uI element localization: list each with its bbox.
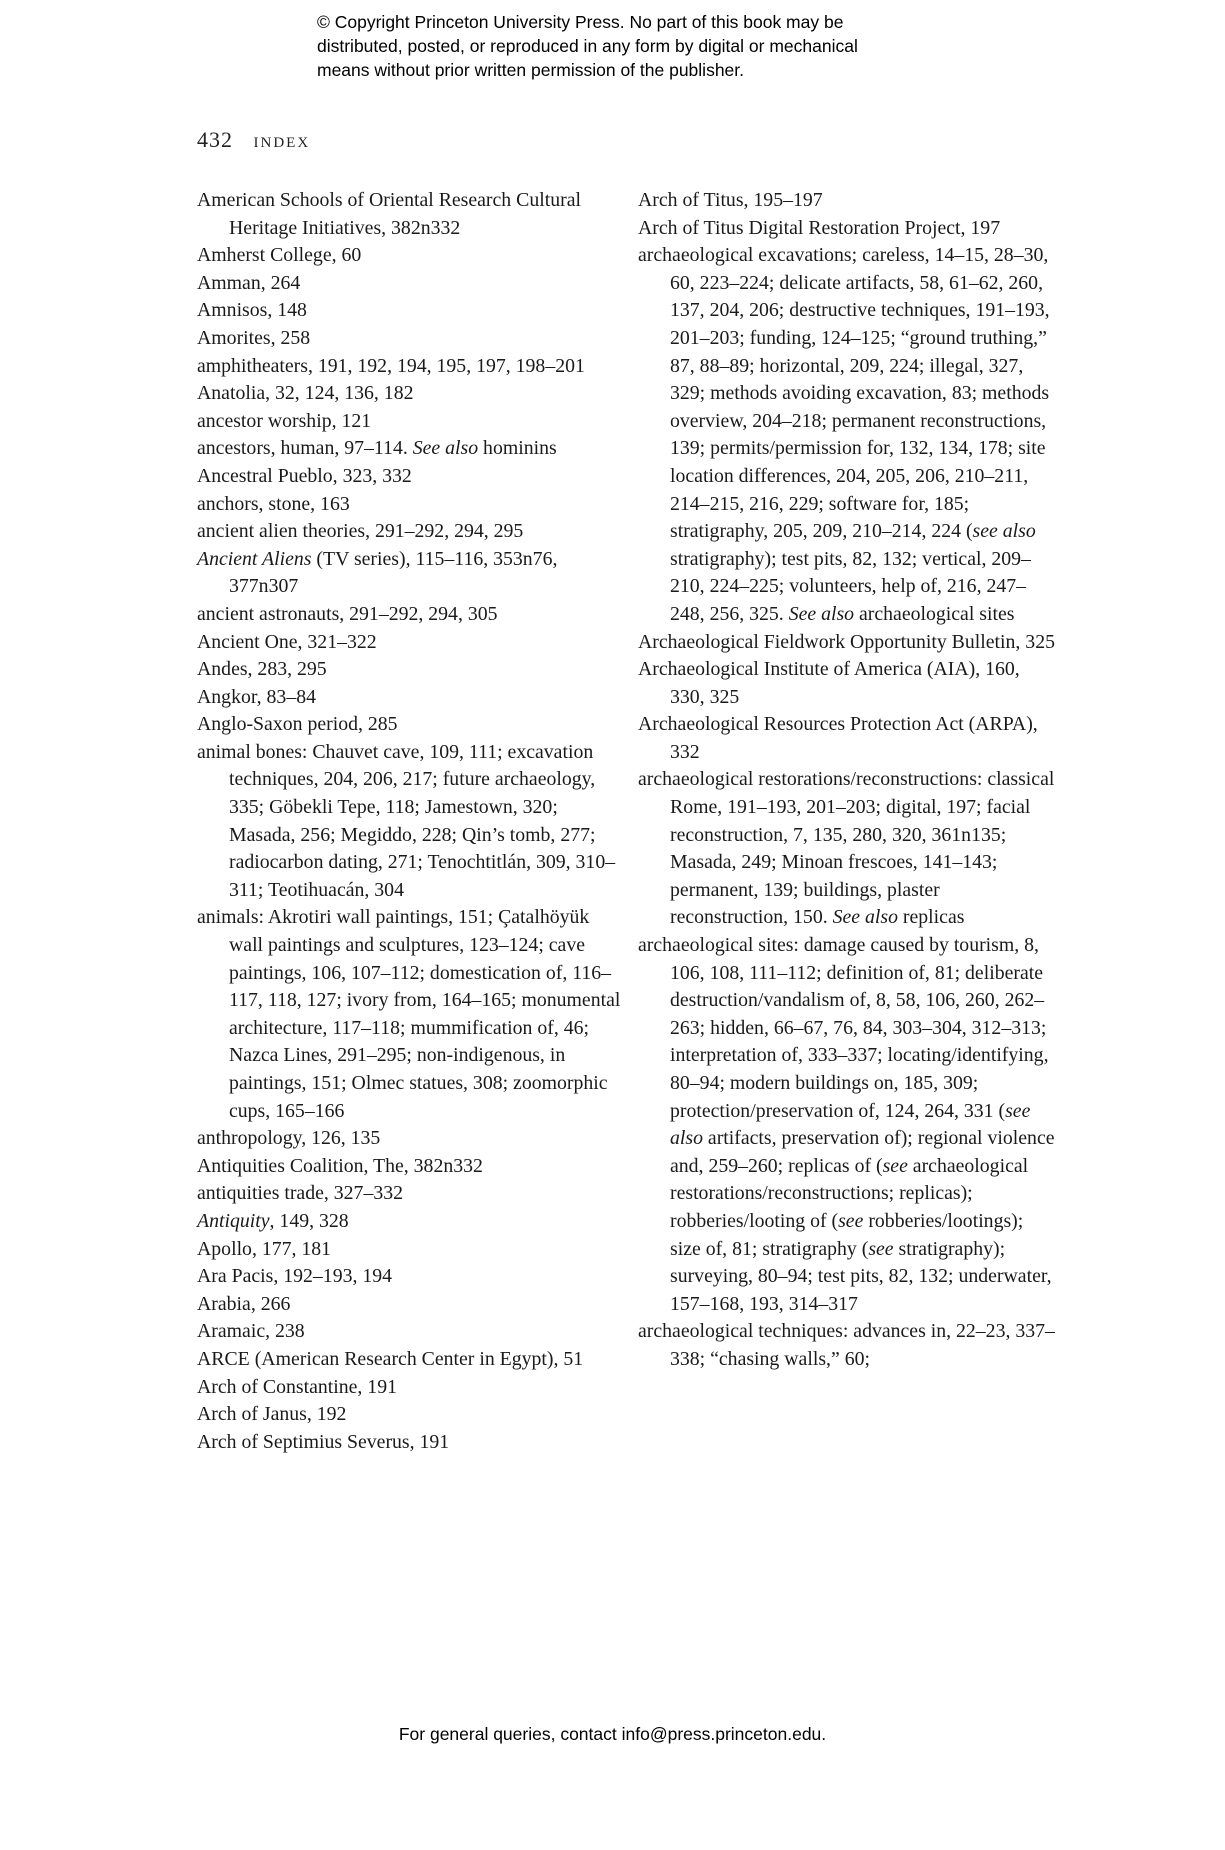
index-entry [197, 325, 622, 353]
index-entry-text: see [838, 1209, 864, 1232]
index-entry [197, 1208, 622, 1236]
index-entry [197, 297, 622, 325]
index-entry-text: Amherst College, 60 [197, 244, 362, 267]
index-entry-text: Ancestral Pueblo, 323, 332 [197, 464, 412, 487]
index-entry [197, 353, 622, 381]
index-entry-text: Amman, 264 [197, 271, 301, 294]
index-entry [197, 1153, 622, 1181]
index-entry-text: ancient astronauts, 291–292, 294, 305 [197, 602, 498, 625]
section-title: index [253, 127, 311, 152]
index-entry-text: stratigraphy); test pits, 82, 132; vertical, 209–210, 224–225; volunteers, help of, 216, 247–248, 256, 325. [670, 547, 1031, 625]
index-entry-text: replicas [897, 906, 965, 929]
index-entry-text: (TV series), 115–116, 353n76, 377n307 [229, 547, 558, 598]
index-entry-text: see [882, 1154, 908, 1177]
index-entry-text: Arch of Constantine, 191 [197, 1375, 397, 1398]
index-entry-text: Archaeological Fieldwork Opportunity Bulletin, 325 [638, 630, 1055, 653]
index-entry-text: , 149, 328 [269, 1209, 349, 1232]
index-entry-text: archaeological sites: damage caused by tourism, 8, 106, 108, 111–112; definition of, 81; deliberate destruction/vandalism of, 8, 58, 106, 260, 262–263; hidden, 66–67, 76, 84, 303–304, 312–313; interpretation of, 333–337; locating/identifying, 80–94; modern buildings on, 185, 309; protection/preservation of, 124, 264, 331 ( [638, 934, 1049, 1122]
index-entry-text: See also [412, 437, 479, 460]
index-entry-text: Aramaic, 238 [197, 1320, 305, 1343]
running-head [197, 127, 310, 153]
index-entry-text: Arch of Septimius Severus, 191 [197, 1430, 450, 1453]
index-entry-text: Archaeological Institute of America (AIA), 160, 330, 325 [638, 658, 1020, 708]
index-entry [197, 629, 622, 657]
copyright-line: means without prior written permission of the publisher. [317, 60, 745, 80]
index-entry-text: archaeological excavations; careless, 14–15, 28–30, 60, 223–224; delicate artifacts, 58, 61–62, 260, 137, 204, 206; destructive techniques, 191–193, 201–203; funding, 124–125; “ground truthing,” 87, 88–89; horizontal, 209, 224; illegal, 327, 329; methods avoiding excavation, 83; methods overview, 204–218; permanent reconstructions, 139; permits/permission for, 132, 134, 178; site location differences, 204, 205, 206, 210–211, 214–215, 216, 229; software for, 185; stratigraphy, 205, 209, 210–214, 224 ( [638, 244, 1050, 543]
index-column-left [197, 187, 622, 1456]
index-entry-text: anchors, stone, 163 [197, 492, 350, 515]
index-entry-text: robberies/lootings); size of, 81; stratigraphy ( [670, 1209, 1024, 1260]
index-entry [638, 932, 1058, 1318]
index-entry [197, 711, 622, 739]
index-entry-text: stratigraphy); surveying, 80–94; test pits, 82, 132; underwater, 157–168, 193, 314–317 [670, 1237, 1052, 1315]
index-entry-text: archaeological techniques: advances in, 22–23, 337–338; “chasing walls,” 60; [638, 1320, 1055, 1370]
index-entry [638, 656, 1058, 711]
index-entry [638, 766, 1058, 932]
index-entry-text: see also [972, 520, 1036, 543]
index-entry [197, 904, 622, 1125]
index-entry [197, 656, 622, 684]
copyright-notice [317, 10, 937, 82]
index-entry-text: ancestor worship, 121 [197, 409, 372, 432]
index-entry [638, 187, 1058, 215]
index-entry [197, 518, 622, 546]
index-entry-text: hominins [478, 437, 557, 460]
index-entry [197, 187, 622, 242]
index-entry [197, 1346, 622, 1374]
index-entry-text: Amnisos, 148 [197, 299, 307, 322]
index-entry [197, 1318, 622, 1346]
index-entry [197, 1180, 622, 1208]
index-entry-text: Ara Pacis, 192–193, 194 [197, 1265, 393, 1288]
index-entry-text: Arch of Titus Digital Restoration Project, 197 [638, 216, 1001, 239]
index-entry-text: Archaeological Resources Protection Act (ARPA), 332 [638, 713, 1038, 763]
index-entry-text: Ancient Aliens [197, 547, 312, 570]
index-entry-text: Ancient One, 321–322 [197, 630, 377, 653]
index-entry [197, 380, 622, 408]
index-entry [197, 601, 622, 629]
index-entry [197, 435, 622, 463]
index-entry [638, 629, 1058, 657]
index-entry-text: archaeological restorations/reconstructions; replicas); robberies/looting of ( [670, 1154, 1029, 1232]
index-entry-text: Andes, 283, 295 [197, 658, 327, 681]
index-entry-text: Angkor, 83–84 [197, 685, 316, 708]
index-entry-text: Arch of Janus, 192 [197, 1403, 347, 1426]
index-entry-text: Amorites, 258 [197, 326, 311, 349]
index-entry [638, 1318, 1058, 1373]
index-entry [197, 1374, 622, 1402]
index-entry-text: Arabia, 266 [197, 1292, 291, 1315]
index-entry [197, 491, 622, 519]
index-entry [197, 1291, 622, 1319]
index-entry-text: animal bones: Chauvet cave, 109, 111; excavation techniques, 204, 206, 217; future archaeology, 335; Göbekli Tepe, 118; Jamestown, 320; Masada, 256; Megiddo, 228; Qin’s tomb, 277; radiocarbon dating, 271; Tenochtitlán, 309, 310–311; Teotihuacán, 304 [197, 740, 616, 901]
index-entry-text: See also [832, 906, 898, 929]
index-entry-text: Anatolia, 32, 124, 136, 182 [197, 382, 414, 405]
index-entry-text: ARCE (American Research Center in Egypt), 51 [197, 1347, 584, 1370]
index-entry-text: Anglo-Saxon period, 285 [197, 713, 398, 736]
index-entry-text: See also [788, 602, 855, 625]
index-entry-text: Arch of Titus, 195–197 [638, 189, 823, 211]
copyright-line: distributed, posted, or reproduced in any form by digital or mechanical [317, 36, 858, 56]
index-entry [197, 463, 622, 491]
index-entry-text: American Schools of Oriental Research Cultural Heritage Initiatives, 382n332 [197, 189, 581, 239]
index-entry [197, 1429, 622, 1457]
index-entry-text: animals: Akrotiri wall paintings, 151; Çatalhöyük wall paintings and sculptures, 123–124; cave paintings, 106, 107–112; domestication of, 116–117, 118, 127; ivory from, 164–165; monumental architecture, 117–118; mummification of, 46; Nazca Lines, 291–295; non-indigenous, in paintings, 151; Olmec statues, 308; zoomorphic cups, 165–166 [197, 906, 621, 1122]
index-entry [197, 270, 622, 298]
page-number: 432 [197, 127, 233, 152]
index-entry-text: archaeological restorations/reconstructions: classical Rome, 191–193, 201–203; digital, 197; facial reconstruction, 7, 135, 280, 320, 361n135; Masada, 249; Minoan frescoes, 141–143; permanent, 139; buildings, plaster reconstruction, 150. [638, 768, 1055, 929]
index-entry-text: amphitheaters, 191, 192, 194, 195, 197, 198–201 [197, 354, 585, 377]
index-entry-text: antiquities trade, 327–332 [197, 1182, 404, 1205]
index-entry [638, 711, 1058, 766]
index-entry [197, 1401, 622, 1429]
index-entry-text: anthropology, 126, 135 [197, 1127, 381, 1150]
index-entry-text: archaeological sites [854, 602, 1015, 625]
index-entry-text: ancient alien theories, 291–292, 294, 295 [197, 520, 524, 543]
index-entry [197, 242, 622, 270]
index-entry-text: artifacts, preservation of); regional violence and, 259–260; replicas of ( [670, 1127, 1055, 1177]
index-entry [197, 739, 622, 905]
index-entry [197, 1236, 622, 1264]
footer-contact: For general queries, contact info@press.princeton.edu. [398, 1724, 827, 1744]
index-entry-text: ancestors, human, 97–114. [197, 437, 413, 460]
index-entry-text: see [868, 1237, 894, 1260]
index-entry [197, 408, 622, 436]
index-entry-text: Antiquity [197, 1209, 270, 1232]
index-entry-text: Apollo, 177, 181 [197, 1237, 332, 1260]
index-entry [638, 215, 1058, 243]
index-entry [197, 1125, 622, 1153]
index-entry-text: see also [670, 1099, 1031, 1150]
index-entry [638, 242, 1058, 628]
index-entry [197, 684, 622, 712]
index-entry-text: Antiquities Coalition, The, 382n332 [197, 1154, 483, 1177]
index-entry [197, 546, 622, 601]
index-column-right [638, 187, 1058, 1374]
copyright-line: © Copyright Princeton University Press. No part of this book may be [317, 12, 844, 32]
index-entry [197, 1263, 622, 1291]
